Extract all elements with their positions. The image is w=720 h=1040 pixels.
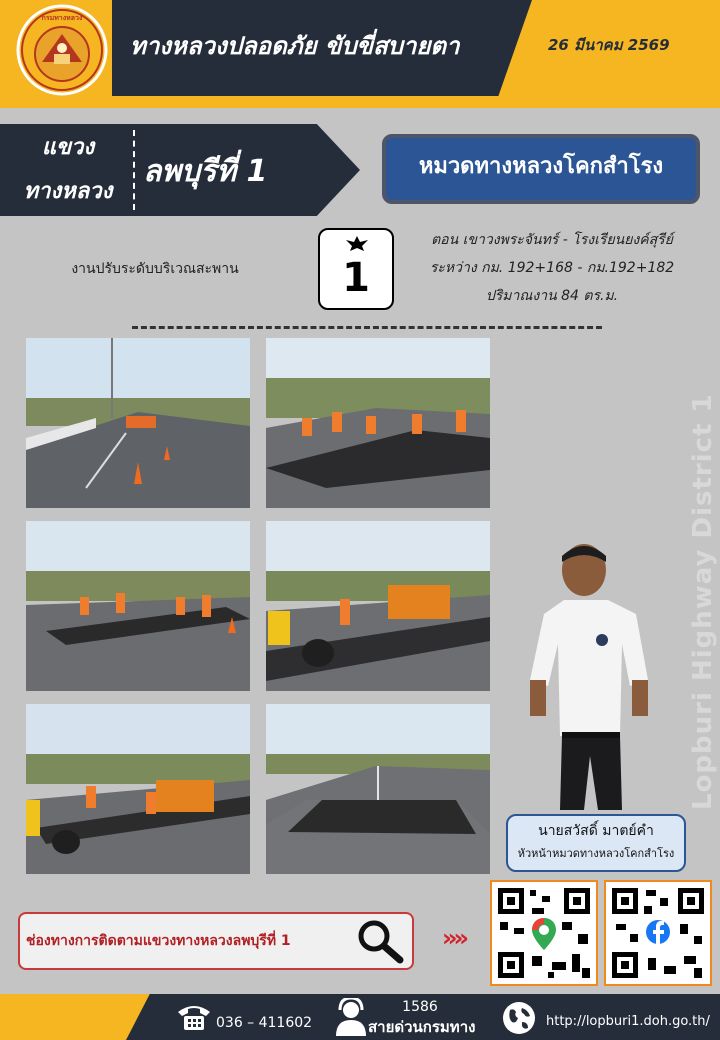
- work-type-label: งานปรับระดับบริเวณสะพาน: [71, 261, 239, 277]
- phone-number[interactable]: 036 – 411602: [216, 1015, 313, 1031]
- truck-asphalt-photo: [266, 521, 490, 691]
- truck-crew-photo: [26, 704, 250, 874]
- work-details: [404, 226, 700, 322]
- road-cones-photo: [26, 338, 250, 508]
- follow-channels-text: ช่องทางการติดตามแขวงทางหลวงลพบุรีที่ 1: [26, 933, 291, 949]
- hotline-label: สายด่วนกรมทาง: [368, 1018, 476, 1036]
- staff-role: หัวหน้าหมวดทางหลวงโคกสำโรง: [517, 847, 675, 860]
- work-section-line: ตอน เขาวงพระจันทร์ - โรงเรียนยงค์สุรีย์: [431, 232, 673, 248]
- staff-name: นายสวัสดิ์ มาตย์คำ: [538, 823, 654, 839]
- watermark-text: Lopburi Highway District 1: [688, 393, 718, 810]
- route-number: 1: [342, 255, 370, 301]
- work-km-line: ระหว่าง กม. 192+168 - กม.192+182: [429, 260, 675, 276]
- crew-raking-photo: [26, 521, 250, 691]
- district-watermark: [688, 393, 718, 810]
- search-icon[interactable]: [356, 918, 404, 964]
- district-divider: [133, 130, 135, 210]
- work-quantity-line: ปริมาณงาน 84 ตร.ม.: [485, 288, 619, 304]
- unit-name: หมวดทางหลวงโคกสำโรง: [418, 154, 664, 179]
- district-label-line1: แขวง: [41, 135, 95, 160]
- headset-icon: [334, 998, 368, 1036]
- website-link[interactable]: http://lopburi1.doh.go.th/: [546, 1014, 710, 1029]
- page-title: ทางหลวงปลอดภัย ขับขี่สบายตา: [130, 32, 460, 60]
- globe-icon: [500, 1000, 538, 1036]
- qr-maps[interactable]: [490, 880, 598, 986]
- finished-patch-photo: [266, 704, 490, 874]
- qr-facebook[interactable]: [604, 880, 712, 986]
- crew-paving-photo: [266, 338, 490, 508]
- district-label: [8, 126, 128, 214]
- district-name: ลพบุรีที่ 1: [143, 154, 268, 189]
- logo-text: กรมทางหลวง: [41, 14, 83, 22]
- chevron-right-icon: »»: [442, 924, 466, 952]
- date-label: 26 มีนาคม 2569: [548, 36, 670, 54]
- section-divider: [132, 326, 602, 329]
- district-label-line2: ทางหลวง: [23, 179, 113, 204]
- hotline-number[interactable]: 1586: [402, 999, 438, 1015]
- phone-icon: [176, 1002, 212, 1032]
- doh-emblem-icon: [16, 4, 108, 96]
- staff-photo: [524, 540, 654, 820]
